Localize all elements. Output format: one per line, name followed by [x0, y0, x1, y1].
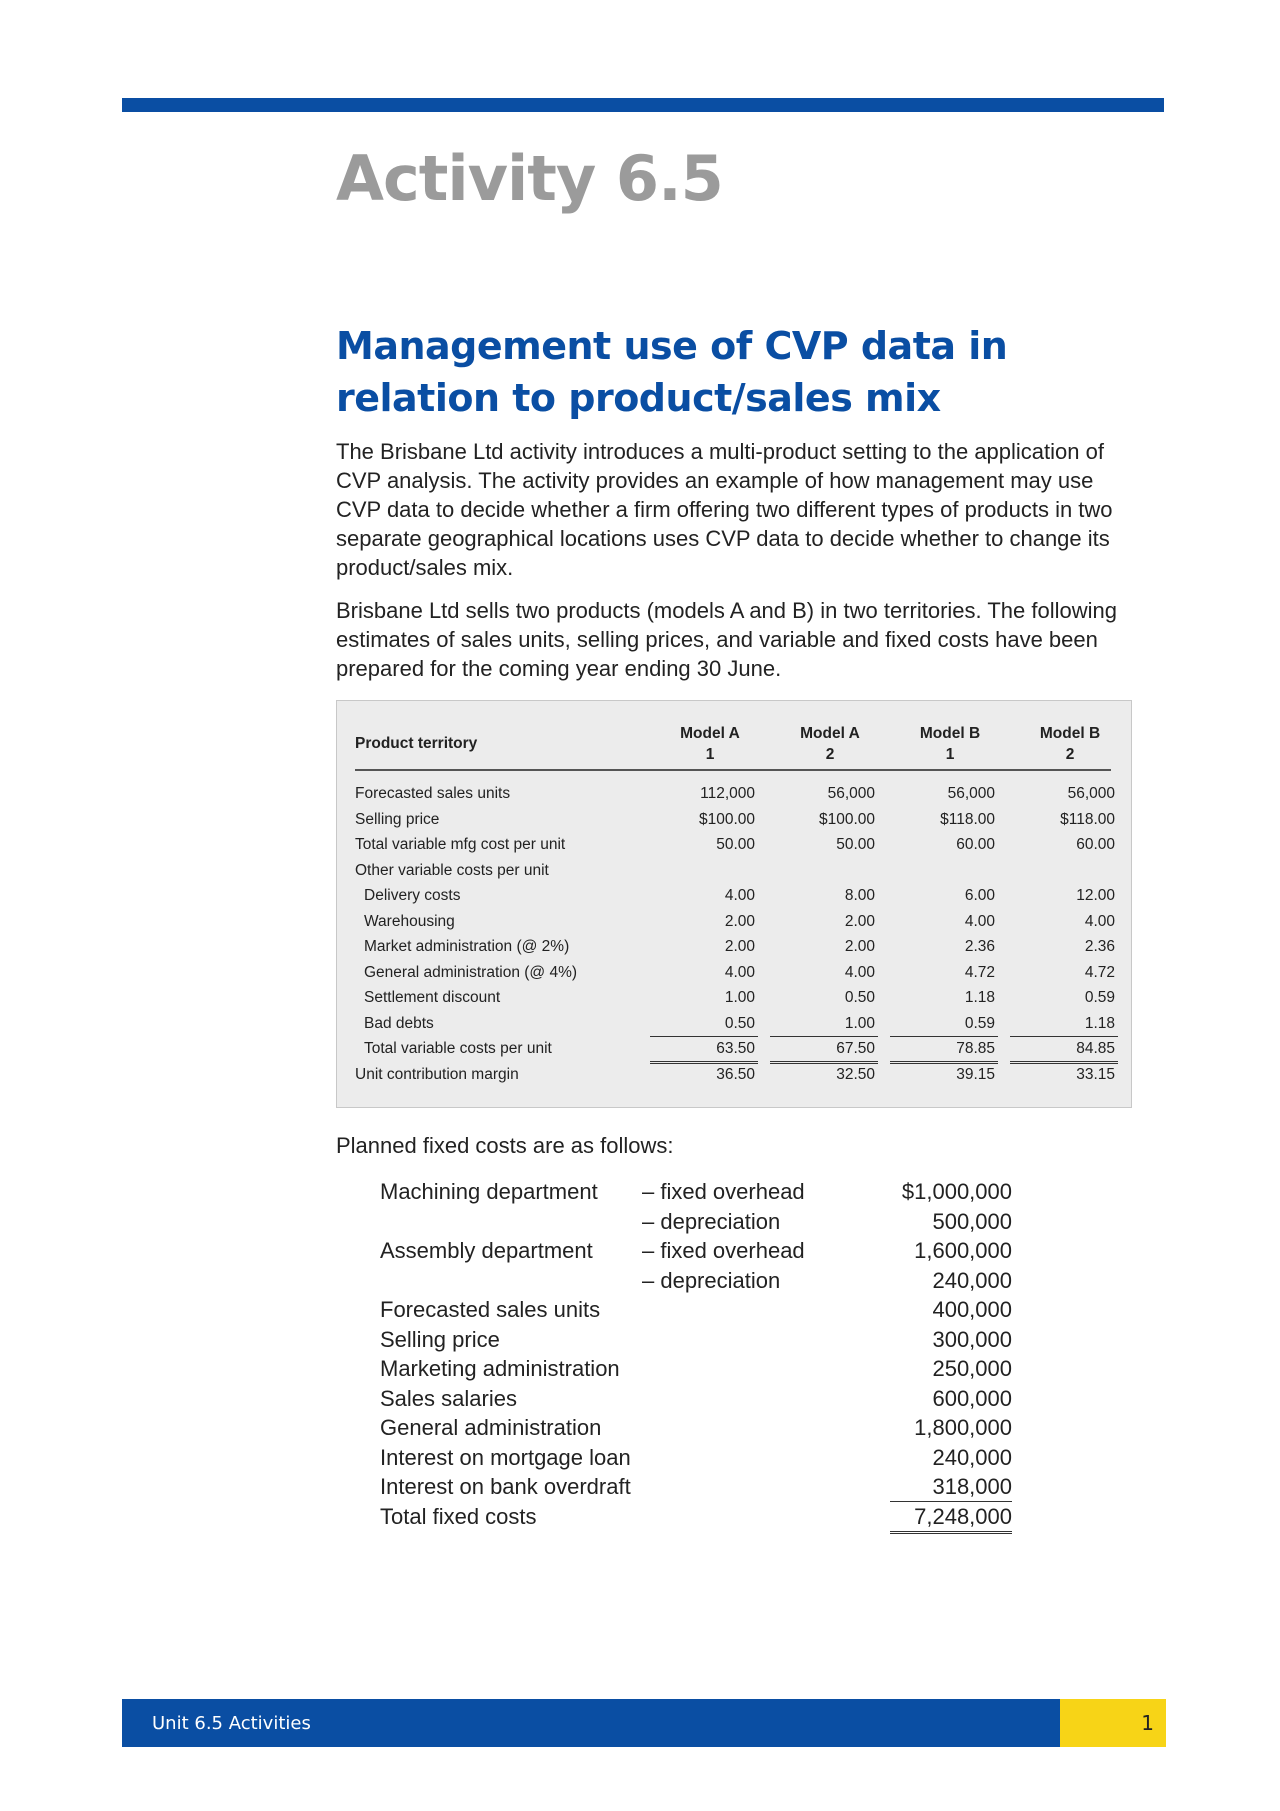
column-territory: 2 [825, 746, 835, 763]
footer-bar [122, 1699, 1060, 1747]
table-cell: 0.50 [844, 989, 875, 1006]
table-row [355, 1064, 1115, 1086]
header-label: Product territory [355, 735, 478, 752]
fixed-cost-amount: $1,000,000 [901, 1179, 1012, 1204]
column-model: Model A [680, 725, 740, 742]
top-accent-bar [122, 98, 1164, 112]
table-cell: 2.00 [844, 938, 875, 955]
fixed-cost-label: Marketing administration [380, 1356, 620, 1381]
column-territory: 1 [705, 746, 715, 763]
table-row [355, 936, 1115, 958]
row-label: Bad debts [364, 1014, 434, 1032]
table-cell: 4.00 [724, 887, 755, 904]
table-cell: $118.00 [1060, 810, 1115, 828]
column-header [660, 723, 760, 765]
column-header [780, 723, 880, 765]
table-cell: 63.50 [716, 1040, 755, 1057]
table-cell: 56,000 [1067, 785, 1115, 802]
page-number: 1 [1141, 1711, 1154, 1735]
table-cell: 0.50 [724, 1014, 755, 1032]
fixed-cost-label: Total fixed costs [380, 1503, 537, 1529]
fixed-cost-row [380, 1413, 1012, 1443]
table-row [355, 1013, 1115, 1035]
fixed-cost-label: Interest on mortgage loan [380, 1444, 631, 1470]
intro-paragraph: The Brisbane Ltd activity introduces a multi-product setting to the application of CVP analysis. The activity provides an example of how management may use CVP data to decide whether a firm offering two different types of products in two separate geographical locations uses CVP data to decide whether to change its product/sales mix. [336, 439, 1113, 580]
fixed-cost-row [380, 1443, 1012, 1473]
fixed-cost-sublabel: – fixed overhead [642, 1179, 805, 1204]
fixed-cost-label: Selling price [380, 1326, 500, 1352]
table-cell: 4.00 [844, 963, 875, 981]
fixed-cost-total-row [380, 1502, 1012, 1532]
fixed-cost-row [380, 1207, 1012, 1237]
table-cell: 36.50 [716, 1066, 755, 1083]
row-label: General administration (@ 4%) [364, 963, 578, 981]
fixed-cost-amount: 400,000 [932, 1297, 1012, 1322]
table-cell: 4.00 [1084, 912, 1115, 930]
cvp-data-table [336, 700, 1132, 1108]
table-cell: 50.00 [716, 836, 755, 853]
total-double-rule [890, 1531, 1012, 1534]
fixed-cost-row [380, 1266, 1012, 1296]
fixed-cost-label: Forecasted sales units [380, 1297, 601, 1322]
table-cell: 2.36 [964, 938, 995, 955]
fixed-cost-label: General administration [380, 1415, 602, 1440]
row-label: Market administration (@ 2%) [364, 938, 570, 955]
table-row [355, 885, 1115, 907]
subtotal-rule [770, 1036, 878, 1037]
table-cell: 4.72 [1084, 963, 1115, 981]
table-header-row [355, 723, 1111, 771]
fixed-cost-sublabel: – depreciation [642, 1208, 781, 1234]
table-cell: 12.00 [1076, 887, 1115, 904]
fixed-cost-row [380, 1325, 1012, 1355]
table-cell: 56,000 [827, 785, 875, 802]
fixed-cost-amount: 1,800,000 [914, 1415, 1012, 1440]
table-cell: 60.00 [956, 836, 995, 853]
table-cell: 78.85 [956, 1040, 995, 1057]
fixed-cost-row [380, 1236, 1012, 1266]
row-label: Delivery costs [364, 887, 461, 904]
table-cell: 2.00 [724, 912, 755, 930]
column-header [900, 723, 1000, 765]
table-row [355, 809, 1115, 831]
fixed-cost-row [380, 1177, 1012, 1207]
table-cell: 84.85 [1076, 1040, 1115, 1057]
page-number-tab [1060, 1699, 1166, 1747]
table-cell: 33.15 [1076, 1066, 1115, 1083]
row-label: Settlement discount [364, 989, 501, 1006]
fixed-cost-amount: 600,000 [932, 1385, 1012, 1411]
fixed-costs-intro: Planned fixed costs are as follows: [336, 1133, 674, 1158]
fixed-cost-row [380, 1295, 1012, 1325]
row-label: Unit contribution margin [355, 1066, 519, 1083]
fixed-cost-sublabel: – fixed overhead [642, 1238, 805, 1263]
fixed-cost-label: Sales salaries [380, 1385, 517, 1411]
table-cell: 32.50 [836, 1066, 875, 1083]
fixed-cost-row [380, 1472, 1012, 1502]
context-paragraph: Brisbane Ltd sells two products (models A and B) in two territories. The following estimates of sales units, selling prices, and variable and fixed costs have been prepared for the coming year ending 30 June. [336, 598, 1117, 681]
subtotal-rule [890, 1036, 998, 1037]
table-row [355, 783, 1115, 805]
table-cell: 1.18 [1084, 1014, 1115, 1032]
row-label: Forecasted sales units [355, 785, 511, 802]
table-cell: $118.00 [940, 810, 995, 828]
column-model: Model B [919, 725, 981, 742]
row-label: Other variable costs per unit [355, 861, 549, 879]
column-model: Model B [1039, 725, 1101, 742]
fixed-cost-amount: 500,000 [932, 1208, 1012, 1234]
table-row [355, 1038, 1115, 1060]
fixed-cost-amount: 300,000 [932, 1326, 1012, 1352]
subtotal-rule [650, 1036, 758, 1037]
table-cell: 0.59 [964, 1014, 995, 1032]
row-label: Total variable mfg cost per unit [355, 836, 566, 853]
table-cell: $100.00 [698, 810, 755, 828]
column-header [1020, 723, 1120, 765]
table-cell: 4.00 [724, 963, 755, 981]
fixed-cost-amount: 240,000 [932, 1444, 1012, 1470]
row-label: Selling price [355, 810, 440, 828]
table-row [355, 860, 1111, 882]
fixed-cost-amount: 318,000 [932, 1474, 1012, 1499]
table-cell: 2.00 [844, 912, 875, 930]
row-label: Total variable costs per unit [364, 1040, 552, 1057]
table-cell: 8.00 [844, 887, 875, 904]
table-cell: 1.18 [964, 989, 995, 1006]
fixed-cost-sublabel: – depreciation [642, 1267, 781, 1293]
fixed-cost-amount: 250,000 [932, 1356, 1012, 1381]
table-row [355, 834, 1115, 856]
table-cell: 60.00 [1076, 836, 1115, 853]
table-cell: 1.00 [844, 1014, 875, 1032]
column-territory: 1 [945, 746, 955, 763]
table-cell: 50.00 [836, 836, 875, 853]
table-cell: 39.15 [956, 1066, 995, 1083]
fixed-cost-label: Machining department [380, 1179, 598, 1204]
table-cell: $100.00 [818, 810, 875, 828]
table-cell: 112,000 [700, 785, 755, 802]
fixed-cost-label: Interest on bank overdraft [380, 1474, 631, 1499]
table-cell: 2.36 [1084, 938, 1115, 955]
table-row [355, 911, 1115, 933]
fixed-cost-row [380, 1384, 1012, 1414]
fixed-cost-amount: 7,248,000 [914, 1503, 1012, 1529]
table-cell: 67.50 [836, 1040, 875, 1057]
fixed-cost-row [380, 1354, 1012, 1384]
fixed-cost-amount: 240,000 [932, 1267, 1012, 1293]
fixed-cost-amount: 1,600,000 [914, 1238, 1012, 1263]
footer-unit-label: Unit 6.5 Activities [152, 1713, 311, 1734]
subtotal-rule [1010, 1036, 1118, 1037]
fixed-cost-label: Assembly department [380, 1238, 593, 1263]
row-label: Warehousing [364, 912, 455, 930]
column-territory: 2 [1065, 746, 1075, 763]
table-cell: 6.00 [964, 887, 995, 904]
table-cell: 4.72 [964, 963, 995, 981]
table-row [355, 987, 1115, 1009]
table-row [355, 962, 1115, 984]
column-model: Model A [800, 725, 860, 742]
table-cell: 2.00 [724, 938, 755, 955]
table-cell: 4.00 [964, 912, 995, 930]
activity-title: Activity 6.5 [336, 142, 723, 215]
table-cell: 1.00 [724, 989, 755, 1006]
table-cell: 56,000 [947, 785, 995, 802]
section-heading: Management use of CVP data in relation to product/sales mix [336, 324, 1008, 420]
table-cell: 0.59 [1084, 989, 1115, 1006]
